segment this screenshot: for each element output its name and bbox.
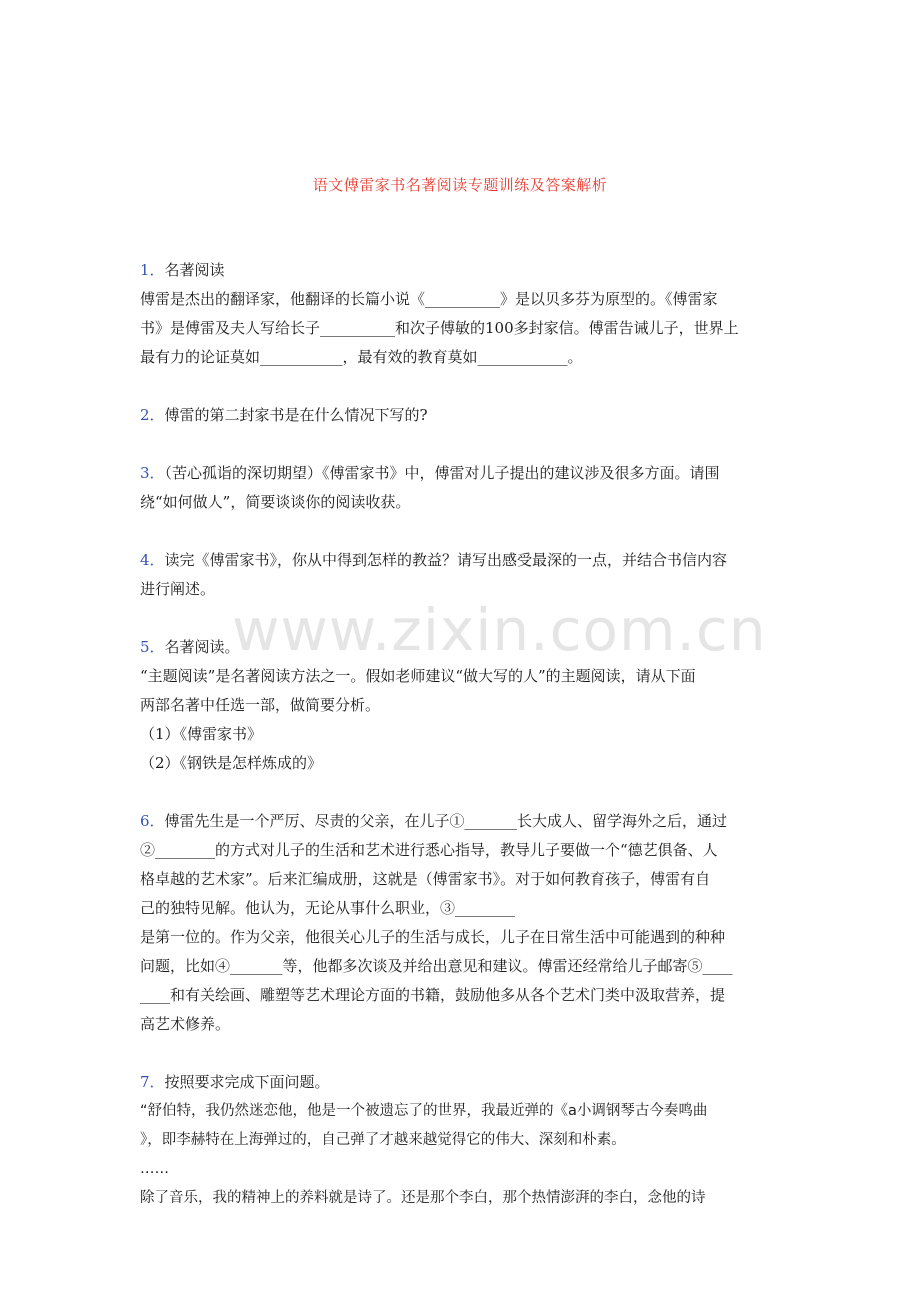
watermark-text: www.zixin.com.cn [232,596,767,664]
question-text-line: 是第一位的。作为父亲，他很关心儿子的生活与成长，儿子在日常生活中可能遇到的种种 [140,928,726,946]
question-number: 7． [140,1073,165,1091]
question-text-line: 傅雷是杰出的翻译家，他翻译的长篇小说《__________》是以贝多芬为原型的。《傅雷家 [140,290,718,308]
question-number: 2． [140,406,165,424]
question-text-line: （苦心孤诣的深切期望）《傅雷家书》中，傅雷对儿子提出的建议涉及很多方面。请围 [164,464,720,482]
question-text-line: 傅雷先生是一个严厉、尽责的父亲，在儿子①_______长大成人、留学海外之后，通过 [164,812,728,830]
question-list [140,256,786,1242]
question-text-line: ②________的方式对儿子的生活和艺术进行悉心指导，教导儿子要做一个“德艺俱备、人 [140,841,718,859]
question-text-line: 读完《傅雷家书》，你从中得到怎样的教益？请写出感受最深的一点，并结合书信内容 [164,551,728,569]
question-text-line: 最有力的论证莫如___________，最有效的教育莫如____________。 [140,348,583,366]
question-3 [140,459,786,517]
question-text-line: 格卓越的艺术家”。后来汇编成册，这就是（傅雷家书》。对于如何教育孩子，傅雷有自 [140,870,711,888]
question-heading: 按照要求完成下面问题。 [164,1073,330,1091]
quoted-text-line: “舒伯特，我仍然迷恋他，他是一个被遗忘了的世界，我最近弹的《a小调钢琴古今奏鸣曲 [140,1103,708,1119]
question-4 [140,546,786,604]
question-2 [140,401,786,430]
question-text-line: 高艺术修养。 [140,1015,231,1033]
question-text-line: 书》是傅雷及夫人写给长子__________和次子傅敏的100多封家信。傅雷告诫儿子，世界上 [140,319,739,337]
question-number: 3． [140,464,165,482]
question-text-line: 两部名著中任选一部，做简要分析。 [140,696,381,714]
question-5 [140,633,786,778]
question-text-line: 绕“如何做人”，简要谈谈你的阅读收获。 [140,493,411,511]
document-title: 语文傅雷家书名著阅读专题训练及答案解析 [312,176,608,194]
question-6 [140,807,786,1039]
question-7 [140,1068,786,1213]
ellipsis-line: …… [140,1161,169,1177]
question-text-line: “主题阅读”是名著阅读方法之一。假如老师建议“做大写的人”的主题阅读，请从下面 [140,667,696,685]
question-number: 1． [140,261,165,279]
option-item: （1）《傅雷家书》 [140,725,263,743]
question-text-line: 进行阐述。 [140,580,216,598]
question-heading: 名著阅读。 [164,638,240,656]
question-text-line: 问题，比如④_______等，他都多次谈及并给出意见和建议。傅雷还经常给儿子邮寄⑤____ [140,957,733,975]
question-1 [140,256,786,372]
question-text-line: 傅雷的第二封家书是在什么情况下写的? [164,406,428,424]
quoted-text-line: 除了音乐，我的精神上的养料就是诗了。还是那个李白，那个热情澎湃的李白，念他的诗 [140,1190,706,1206]
question-heading: 名著阅读 [164,261,225,279]
question-text-line: ____和有关绘画、雕塑等艺术理论方面的书籍，鼓励他多从各个艺术门类中汲取营养，提 [140,986,726,1004]
quoted-text-line: 》，即李赫特在上海弹过的，自己弹了才越来越觉得它的伟大、深刻和朴素。 [140,1132,626,1148]
question-number: 4． [140,551,165,569]
question-number: 6． [140,812,165,830]
option-item: （2）《钢铁是怎样炼成的》 [140,754,323,772]
question-text-line: 己的独特见解。他认为，无论从事什么职业，③________ [140,899,516,917]
question-number: 5． [140,638,165,656]
